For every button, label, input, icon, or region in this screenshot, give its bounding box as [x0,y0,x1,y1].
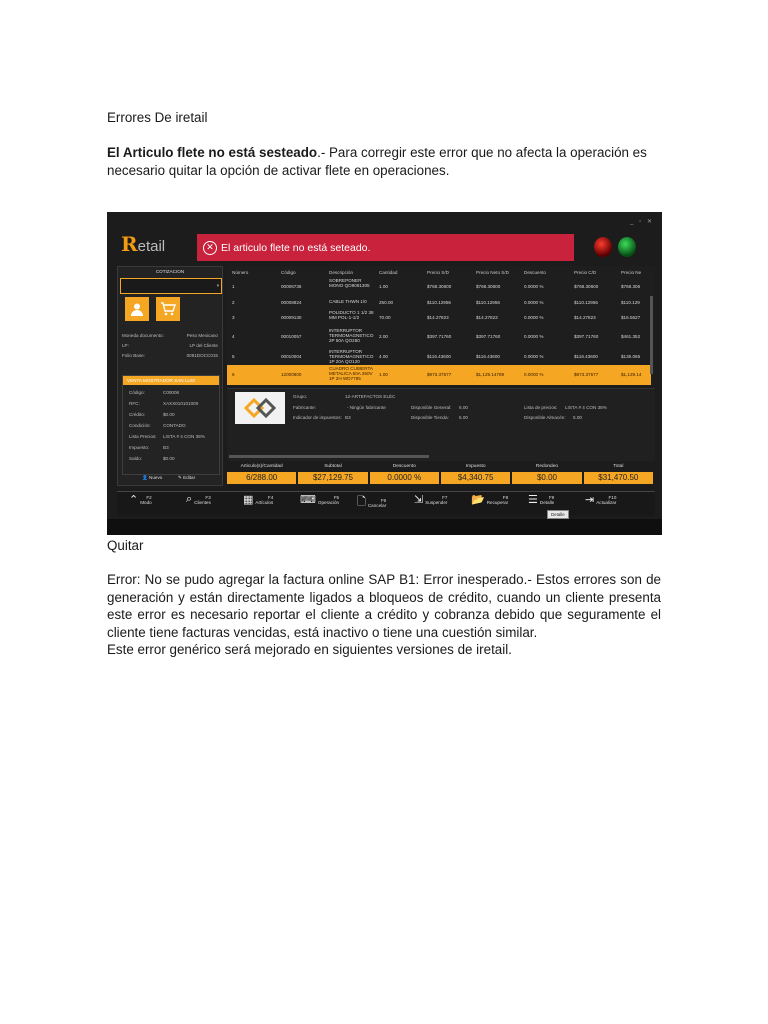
total-value: $31,470.50 [584,472,653,484]
error-message: El articulo flete no está seteado. [221,241,371,254]
table-cell: $461.352 [621,334,641,339]
edit-icon: ✎ [178,475,182,480]
product-image [235,392,285,424]
section1-text: .- Para corregir este error que no afecta la operación es necesario quitar la opción de activar flete en operaciones. [107,145,647,178]
customer-field-label: RFC: [129,401,140,406]
toolbar-button-modo[interactable] [129,493,152,506]
taskbar [107,519,662,535]
nuevo-label: Nuevo [149,475,163,480]
toolbar-label: Cancelar [367,502,387,508]
customer-field-value: $0.00 [163,412,175,417]
column-header[interactable]: Número [232,270,249,275]
toolbar-key: F5 [333,494,340,500]
customer-field-label: Condición: [129,423,151,428]
lp-label: LP: [122,343,129,348]
toolbar-label: Actualizar [596,499,617,505]
add-user-icon: 👤 [142,475,148,480]
green-light-icon [618,237,636,257]
table-cell: $768.30600 [574,284,599,289]
lp-value: LP del Cliente [189,343,218,348]
table-cell: 2.00 [379,334,388,339]
section2-paragraph: Error: No se pudo agregar la factura online SAP B1: Error inesperado.- Estos errores son de generación y están directamente ligados a bloqueos de crédito, cuando un cliente presenta este error es necesario reportar el cliente a crédito y cobranza debido que seguramente el cliente tiene facturas vencidas, está inactivo o tiene una cuestión similar. [107,572,661,640]
table-cell: $14.27823 [476,314,498,320]
table-cell: 2 [232,300,235,305]
nuevo-button[interactable] [142,475,162,481]
chevron-down-icon: ▾ [216,283,219,288]
disp-tienda-value: 5.00 [459,415,468,420]
grupo-value: 12-ARTEFACTOS ELÉC [345,394,396,399]
table-row[interactable] [227,309,651,326]
column-header[interactable]: Precio Ne [621,270,642,275]
customer-field-label: Código: [129,390,145,395]
column-header[interactable]: Cantidad [379,270,398,275]
totals-bar [227,464,655,488]
toolbar-key: F7 [442,494,448,500]
table-cell: 70.00 [379,314,391,320]
total-value: 0.0000 % [370,472,439,484]
table-row[interactable] [227,348,651,365]
table-cell: $116.43600 [476,353,500,359]
grupo-label: Grupo: [293,394,308,399]
table-cell: CUADRO CUBIERTA METALICA 50A 250V 1P 2H WD7785 [329,366,373,381]
red-light-icon [594,237,612,257]
column-header[interactable]: Descuento [524,270,546,275]
detalle-tooltip: Detalle [547,510,569,519]
total-header: Redondeo [535,464,559,469]
toolbar-label: Modo [140,499,152,505]
table-cell: POLIDUCTO 1 1/2 38 MM POL-1-1/2 [329,310,374,320]
after-image-text: Quitar [107,538,144,553]
customer-field-label: Impuesto: [129,445,150,450]
table-cell: 4 [232,334,235,339]
fabricante-label: Fabricante: [293,405,316,410]
toolbar-key: F10 [608,494,617,500]
toolbar-label: Operación [317,499,340,505]
column-header[interactable]: Precio C/D [574,270,597,275]
total-header: Total [613,464,624,469]
editar-button[interactable] [178,475,195,481]
table-cell: $110.12956 [574,300,598,305]
column-header[interactable]: Descripción [329,270,353,275]
toolbar-key: F6 [380,497,387,503]
table-cell: $110.129 [621,300,640,305]
horizontal-scrollbar[interactable] [229,455,429,458]
keyboard-icon: ⌨ [300,494,316,506]
column-header[interactable]: Precio Neto S/D [476,270,509,275]
cart-button[interactable] [156,297,180,321]
customer-field-value: C00006 [163,390,180,395]
table-cell: 1.00 [379,372,388,377]
table-cell: 1 [232,284,235,289]
table-cell: SOBREPONER MONO QO8081305 [329,278,370,288]
list-icon: ☰ [528,494,538,506]
user-icon [130,302,144,316]
toolbar-label: Clientes [194,499,211,505]
search-icon: ⌕ [186,493,193,505]
table-cell: 1.00 [379,284,388,289]
customer-button[interactable] [125,297,149,321]
total-header: Subtotal [324,464,342,469]
iretail-screenshot [107,212,662,535]
document-heading: Errores De iretail [107,110,208,125]
table-cell: $768.30600 [476,284,501,289]
table-cell: 00010057 [281,334,302,339]
lista-label: Lista de precios: [524,405,558,410]
table-cell: 00006736 [281,284,302,289]
toolbar-key: F9 [548,494,555,500]
folder-open-icon: 📂 [471,494,485,506]
toolbar-button-suspender[interactable] [414,493,447,506]
customer-card [122,375,220,475]
total-value: $27,129.75 [298,472,367,484]
table-cell: $16.5627 [621,314,641,320]
table-cell: $397.71760 [427,334,452,339]
toolbar-key: F8 [502,494,509,500]
customer-field-value: $0.00 [163,456,175,461]
table-cell: 250.00 [379,300,394,305]
table-cell: 0.0000 % [524,334,544,339]
table-cell: $116.43600 [574,353,598,359]
vertical-scrollbar[interactable] [650,296,653,374]
table-cell: 00008824 [281,300,302,305]
customer-field-label: Saldo: [129,456,143,461]
impuestos-label: Indicador de impuestos: [293,415,342,420]
table-cell: 0.0000 % [524,353,544,359]
customer-card-header: VENTA MOSTRADOR SAN LUIS [123,376,219,385]
table-cell: $116.43600 [427,353,451,359]
error-banner [197,234,574,261]
fabricante-value: - Ningún fabricante [347,405,386,410]
table-cell: CABLE THWN 1/0 [329,299,367,304]
toolbar-key: F3 [205,494,211,500]
section1-paragraph [107,144,661,179]
window-controls[interactable]: _ ▫ ✕ [630,219,654,225]
table-cell: $110.12956 [427,300,451,305]
toolbar-key: F4 [267,494,274,500]
total-header: Impuesto [465,464,486,469]
logo-text: etail [137,238,166,255]
table-cell: 00009130 [281,314,302,320]
total-value: $0.00 [512,472,581,484]
toolbar-label: Suspender [425,499,448,505]
folio-value: 0081DOCC015 [186,353,218,358]
column-header[interactable]: Código [281,270,296,275]
disp-general-label: Disponible General: [411,405,452,410]
customer-field-value: XAXX010101000 [163,401,199,406]
table-cell: 4.00 [379,353,388,359]
toolbar-label: Artículos [255,499,274,505]
table-cell: 00010004 [281,353,302,359]
total-header: Descuento [392,464,416,469]
table-row[interactable] [227,327,651,347]
disp-almacen-label: Disponible Almacén: [524,415,566,420]
update-icon: ⇥ [585,494,595,506]
table-cell: $1,129.14 [621,372,642,377]
customer-field-label: Crédito: [129,412,146,417]
left-panel [117,266,223,486]
editar-label: Editar [183,475,196,480]
moneda-value: Peso Mexicano [186,333,218,338]
table-cell: 0.0000 % [524,372,544,377]
customer-field-value: B3 [163,445,169,450]
table-cell: 0.0000 % [524,314,544,320]
table-cell: 6 [232,372,235,377]
customer-field-label: Lista Precios: [129,434,157,439]
lista-value: LISTA # 4 CON 38% [565,405,607,410]
table-cell: $14.27823 [574,314,596,320]
document-type-select[interactable] [120,278,222,294]
table-cell: $397.71760 [476,334,501,339]
column-header[interactable]: Precio S/D [427,270,449,275]
total-value: 6/288.00 [227,472,296,484]
toolbar-button-operación[interactable] [300,493,339,506]
items-grid-icon: ▦ [243,494,254,506]
table-cell: 3 [232,314,235,320]
table-cell: 12000800 [281,372,302,377]
total-value: $4,340.75 [441,472,510,484]
folio-label: Folio Base: [122,353,145,358]
cotizacion-label: COTIZACION [155,269,185,274]
product-logo-icon [242,396,278,420]
cancel-document-icon: 🗋 [357,496,366,508]
disp-almacen-value: 5.00 [573,415,582,420]
logo-r-mark: R [121,232,138,256]
table-cell: $14.27823 [427,314,449,320]
table-cell: $110.12956 [476,300,500,305]
customer-field-value: LISTA # 4 CON 38% [163,434,205,439]
table-cell: $768.30600 [427,284,452,289]
table-cell: 0.0000 % [524,300,544,305]
items-table [227,266,655,386]
table-cell: $1,129.14789 [476,372,505,377]
toolbar-button-recuperar[interactable] [471,493,508,506]
table-cell: $973.37577 [427,372,452,377]
suspend-icon: ⇲ [414,494,424,506]
toolbar-button-clientes[interactable] [186,493,211,506]
customer-field-value: CONTADO [163,423,186,428]
table-cell: $397.71760 [574,334,599,339]
total-header: Articulo(s)/Cantidad [240,464,283,469]
iretail-logo [121,232,165,256]
toolbar-key: F2 [146,494,152,500]
table-row[interactable] [227,277,651,297]
table-cell: 0.0000 % [524,284,544,289]
close-circle-icon: ✕ [203,241,217,255]
toolbar-button-cancelar[interactable] [357,493,386,512]
disp-tienda-label: Disponible Tienda: [411,415,449,420]
impuestos-value: B3 [345,415,351,420]
chevron-up-icon: ⌃ [129,494,139,506]
table-cell: INTERRUPTOR TERMOMAGNETICO 1P 20A QO120 [329,349,374,364]
item-detail-panel [227,388,655,461]
table-row[interactable] [227,365,651,385]
section2-closing: Este error genérico será mejorado en siguientes versiones de iretail. [107,642,512,657]
table-cell: INTERRUPTOR TERMOMAGNETICO 2P 50A QO250 [329,328,374,343]
table-cell: 5 [232,353,235,359]
table-cell: $973.37577 [574,372,599,377]
toolbar-button-detalle[interactable] [528,493,554,506]
toolbar-button-actualizar[interactable] [585,493,616,506]
section1-bold-title: El Articulo flete no está sesteado [107,145,318,160]
shopping-cart-icon [160,302,176,316]
table-cell: $768.306 [621,284,641,289]
table-cell: $135.065 [621,353,641,359]
moneda-label: Moneda documento: [122,333,164,338]
toolbar-label: Recuperar [486,499,509,505]
disp-general-value: 6.00 [459,405,468,410]
table-row[interactable] [227,298,651,308]
toolbar-button-artículos[interactable] [243,493,273,506]
toolbar-label: Detalle [539,499,555,505]
